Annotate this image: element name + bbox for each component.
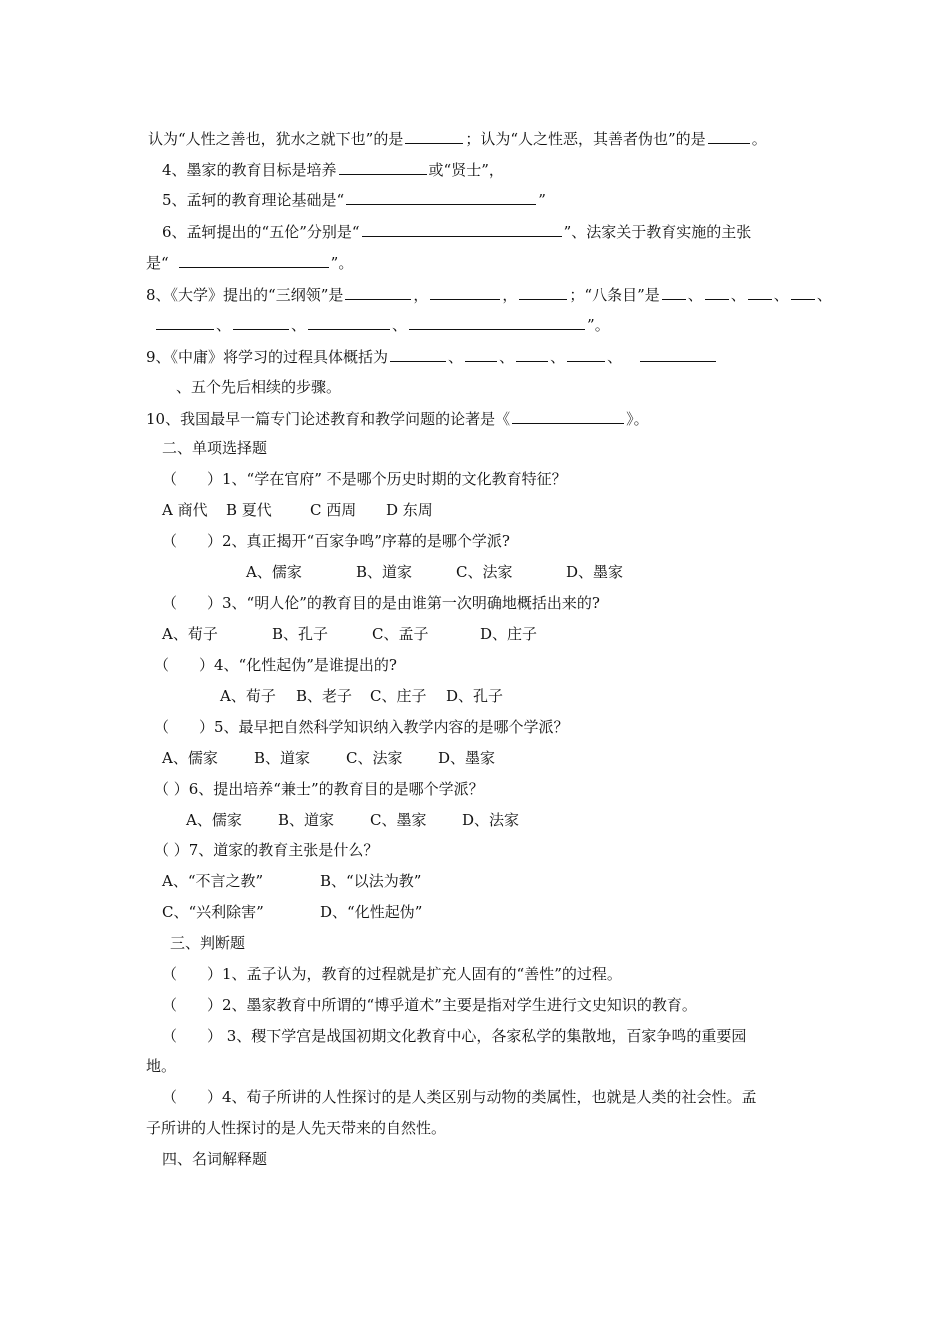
answer-blank[interactable] xyxy=(179,252,329,268)
option[interactable]: B、道家 xyxy=(356,563,413,581)
question-stem: （ ）7、道家的教育主张是什么？ xyxy=(154,841,379,859)
judgement-item: （ ）2、墨家教育中所谓的“博乎道术”主要是指对学生进行文史知识的教育。 xyxy=(162,996,697,1014)
answer-blank[interactable] xyxy=(791,284,815,300)
option[interactable]: B、老子 xyxy=(296,687,353,705)
answer-blank[interactable] xyxy=(705,284,729,300)
option[interactable]: D、庄子 xyxy=(480,625,538,643)
option[interactable]: C 西周 xyxy=(310,501,357,519)
option[interactable]: A、儒家 xyxy=(246,563,302,581)
judgement-item-cont: 子所讲的人性探讨的是人先天带来的自然性。 xyxy=(146,1119,447,1137)
option[interactable]: D、墨家 xyxy=(566,563,624,581)
judgement-item-cont: 地。 xyxy=(146,1057,177,1075)
question-stem: （ ）5、最早把自然科学知识纳入教学内容的是哪个学派？ xyxy=(154,718,569,736)
option[interactable]: D、“化性起伪” xyxy=(320,903,423,921)
question-options xyxy=(162,624,537,644)
answer-blank[interactable] xyxy=(405,128,463,144)
option[interactable]: A、“不言之教” xyxy=(162,872,264,890)
answer-blank[interactable] xyxy=(512,408,624,424)
answer-blank[interactable] xyxy=(308,314,390,330)
judgement-item: （ ）4、荀子所讲的人性探讨的是人类区别与动物的类属性，也就是人类的社会性。孟 xyxy=(162,1088,757,1106)
option[interactable]: D、法家 xyxy=(462,811,520,829)
fill-in-q9-cont: 、五个先后相续的步骤。 xyxy=(176,378,342,396)
option[interactable]: C、庄子 xyxy=(370,687,427,705)
option[interactable]: D、孔子 xyxy=(446,687,504,705)
option[interactable]: B、道家 xyxy=(278,811,335,829)
option[interactable]: D、墨家 xyxy=(438,749,496,767)
question-stem: （ ）6、提出培养“兼士”的教育目的是哪个学派？ xyxy=(154,780,484,798)
question-options xyxy=(220,686,503,706)
option[interactable]: B 夏代 xyxy=(226,501,272,519)
fill-in-q10: 10、我国最早一篇专门论述教育和教学问题的论著是《 》。 xyxy=(146,410,649,428)
question-options xyxy=(162,871,421,891)
answer-blank[interactable] xyxy=(346,189,536,205)
answer-blank[interactable] xyxy=(430,284,500,300)
option[interactable]: A、荀子 xyxy=(162,625,218,643)
question-options xyxy=(162,902,422,922)
section-title-single-choice: 二、单项选择题 xyxy=(162,439,268,457)
answer-blank[interactable] xyxy=(708,128,750,144)
question-options xyxy=(186,810,519,830)
question-options xyxy=(162,500,433,520)
judgement-item: （ ）1、孟子认为，教育的过程就是扩充人固有的“善性”的过程。 xyxy=(162,965,622,983)
answer-blank[interactable] xyxy=(409,314,585,330)
answer-blank[interactable] xyxy=(640,346,716,362)
answer-blank[interactable] xyxy=(662,284,686,300)
fill-in-q4: 4、墨家的教育目标是培养 或“贤士”， xyxy=(162,161,504,179)
option[interactable]: C、法家 xyxy=(456,563,513,581)
answer-blank[interactable] xyxy=(339,159,427,175)
question-options xyxy=(162,748,495,768)
option[interactable]: D 东周 xyxy=(386,501,433,519)
fill-in-q3-tail: 认为“人性之善也，犹水之就下也”的是 ；认为“人之性恶，其善者伪也”的是 。 xyxy=(148,130,767,148)
section-title-true-false: 三、判断题 xyxy=(170,934,246,952)
question-stem: （ ）1、“学在官府” 不是哪个历史时期的文化教育特征？ xyxy=(162,470,567,488)
fill-in-q5: 5、孟轲的教育理论基础是“ ” xyxy=(162,191,546,209)
answer-blank[interactable] xyxy=(345,284,411,300)
question-options xyxy=(246,562,623,582)
answer-blank[interactable] xyxy=(567,346,605,362)
answer-blank[interactable] xyxy=(390,346,446,362)
option[interactable]: C、孟子 xyxy=(372,625,429,643)
fill-in-q8-cont: 、 、 、 ”。 xyxy=(154,314,610,335)
judgement-item: （ ） 3、稷下学宫是战国初期文化教育中心，各家私学的集散地，百家争鸣的重要园 xyxy=(162,1027,747,1045)
option[interactable]: C、“兴利除害” xyxy=(162,903,264,921)
option[interactable]: A、儒家 xyxy=(162,749,218,767)
section-title-term-definition: 四、名词解释题 xyxy=(162,1150,268,1168)
question-stem: （ ）4、“化性起伪”是谁提出的? xyxy=(154,656,397,674)
fill-in-q9: 9、《中庸》将学习的过程具体概括为 、 、 、 、 xyxy=(146,346,718,367)
option[interactable]: A、儒家 xyxy=(186,811,242,829)
option[interactable]: C、墨家 xyxy=(370,811,427,829)
option[interactable]: A 商代 xyxy=(162,501,208,519)
answer-blank[interactable] xyxy=(362,221,562,237)
option[interactable]: B、孔子 xyxy=(272,625,329,643)
question-stem: （ ）3、“明人伦”的教育目的是由谁第一次明确地概括出来的? xyxy=(162,594,600,612)
answer-blank[interactable] xyxy=(233,314,289,330)
fill-in-q8: 8、《大学》提出的“三纲领”是 ， ， ；“八条目”是 、 、 、 、 xyxy=(146,286,832,304)
option[interactable]: B、“以法为教” xyxy=(320,872,422,890)
answer-blank[interactable] xyxy=(156,314,214,330)
answer-blank[interactable] xyxy=(516,346,548,362)
answer-blank[interactable] xyxy=(465,346,497,362)
option[interactable]: B、道家 xyxy=(254,749,311,767)
fill-in-q6: 6、孟轲提出的“五伦”分别是“ ”、法家关于教育实施的主张 xyxy=(162,223,752,241)
question-stem: （ ）2、真正揭开“百家争鸣”序幕的是哪个学派? xyxy=(162,532,510,550)
answer-blank[interactable] xyxy=(748,284,772,300)
option[interactable]: C、法家 xyxy=(346,749,403,767)
fill-in-q6-cont: 是“ ”。 xyxy=(146,254,354,272)
option[interactable]: A、荀子 xyxy=(220,687,276,705)
answer-blank[interactable] xyxy=(519,284,567,300)
